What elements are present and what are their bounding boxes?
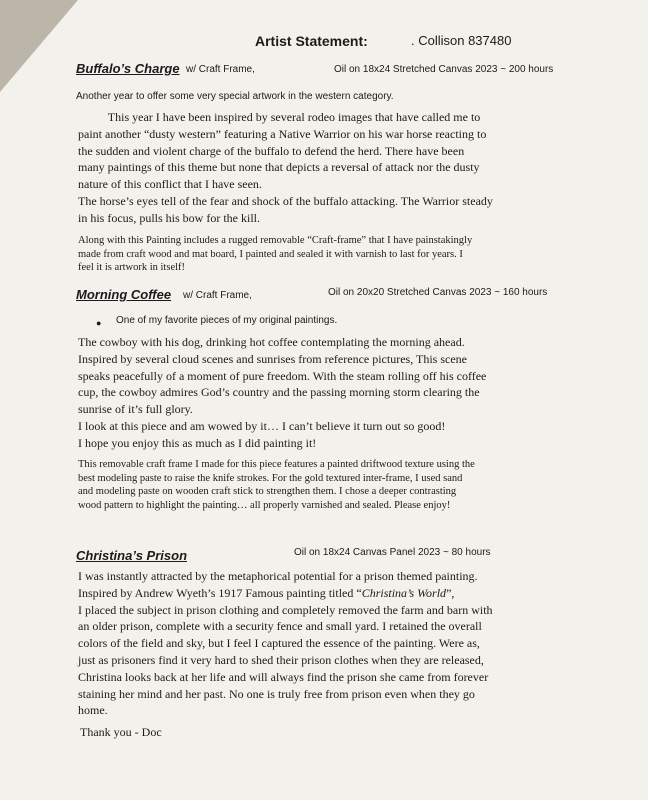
body-line: The horse’s eyes tell of the fear and shock of the buffalo attacking. The Warrior steady xyxy=(78,193,493,208)
body-line: the sudden and violent charge of the buffalo to defend the herd. There have been xyxy=(78,143,465,158)
medium-label-buffalo: Oil on 18x24 Stretched Canvas 2023 ~ 200 hours xyxy=(334,64,554,75)
section-title-morning-coffee: Morning Coffee xyxy=(76,287,172,302)
body-buffalo xyxy=(78,109,493,227)
body-line: staining her mind and her past. No one is truly free from prison even when they go xyxy=(78,686,475,701)
body-line: The cowboy with his dog, drinking hot coffee contemplating the morning ahead. xyxy=(78,335,465,349)
note-line: and modeling paste on wooden craft stick to strengthen them. I chose a deeper contrasting xyxy=(78,486,457,497)
body-line xyxy=(78,585,493,602)
body-line: I was instantly attracted by the metaphorical potential for a prison themed painting. xyxy=(78,569,478,583)
body-line: cup, the cowboy admires God’s country and the passing morning storm clearing the xyxy=(78,385,480,400)
body-line: colors of the field and sky, but I feel I captured the essence of the painting. Were as, xyxy=(78,636,480,651)
medium-label-christinas-prison: Oil on 18x24 Canvas Panel 2023 ~ 80 hours xyxy=(294,547,491,558)
bullet-text-morning-coffee: One of my favorite pieces of my original paintings. xyxy=(116,315,338,326)
frame-label-buffalo: w/ Craft Frame, xyxy=(186,64,255,75)
body-line: speaks peacefully of a moment of pure freedom. With the steam rolling off his coffee xyxy=(78,368,487,383)
body-line: Christina looks back at her life and will always find the prison she came from forever xyxy=(78,669,489,684)
quote-lead: Inspired by Andrew Wyeth’s 1917 Famous painting titled “ xyxy=(78,585,362,600)
body-line: an older prison, complete with a security fence and small yard. I retained the overall xyxy=(78,619,482,634)
note-line: Along with this Painting includes a rugged removable “Craft-frame” that I have painstakingly xyxy=(78,235,473,246)
note-morning-coffee xyxy=(78,458,475,512)
body-line: many paintings of this theme but none that depicts a reversal of attack nor the dusty xyxy=(78,160,480,175)
section-title-christinas-prison: Christina’s Prison xyxy=(76,548,188,563)
body-line: home. xyxy=(78,703,108,718)
body-line: I hope you enjoy this as much as I did painting it! xyxy=(78,435,317,450)
frame-label-morning-coffee: w/ Craft Frame, xyxy=(183,290,252,301)
body-morning-coffee xyxy=(78,334,486,452)
body-christinas-prison xyxy=(78,568,493,719)
section-title-buffalo: Buffalo’s Charge xyxy=(76,61,180,76)
body-line: Inspired by several cloud scenes and sunrises from reference pictures, This scene xyxy=(78,351,467,366)
note-line: feel it is artwork in itself! xyxy=(78,262,186,273)
artist-id: . Collison 837480 xyxy=(411,33,512,48)
painting-reference: Christina’s World xyxy=(361,585,447,600)
body-line: just as prisoners find it very hard to shed their prison clothes when they are released, xyxy=(78,652,484,667)
note-line: This removable craft frame I made for this piece features a painted driftwood texture using the xyxy=(78,459,475,470)
body-line: I placed the subject in prison clothing and completely removed the farm and barn with xyxy=(78,602,493,617)
body-line: paint another “dusty western” featuring a Native Warrior on his war horse reacting to xyxy=(78,126,487,141)
note-line: wood pattern to highlight the painting… all properly varnished and sealed. Please enjoy! xyxy=(78,499,451,511)
intro-buffalo: Another year to offer some very special artwork in the western category. xyxy=(76,91,394,102)
note-buffalo xyxy=(78,234,472,275)
body-line: nature of this conflict that I have seen. xyxy=(78,177,262,192)
page-title: Artist Statement: xyxy=(255,33,368,49)
medium-label-morning-coffee: Oil on 20x20 Stretched Canvas 2023 ~ 160 hours xyxy=(328,287,548,298)
body-line: sunrise of it’s full glory. xyxy=(78,402,193,417)
bullet-dot: ● xyxy=(96,318,102,328)
body-line: This year I have been inspired by several rodeo images that have called me to xyxy=(78,110,481,124)
body-line: I look at this piece and am wowed by it… I can’t believe it turn out so good! xyxy=(78,418,446,433)
signoff: Thank you - Doc xyxy=(80,725,162,739)
quote-tail: ”, xyxy=(446,585,455,600)
note-line: made from craft wood and mat board, I painted and sealed it with varnish to last for years. I xyxy=(78,248,463,260)
body-line: in his focus, pulls his bow for the kill. xyxy=(78,210,260,225)
note-line: best modeling paste to raise the knife strokes. For the gold textured inter-frame, I used sand xyxy=(78,472,463,484)
